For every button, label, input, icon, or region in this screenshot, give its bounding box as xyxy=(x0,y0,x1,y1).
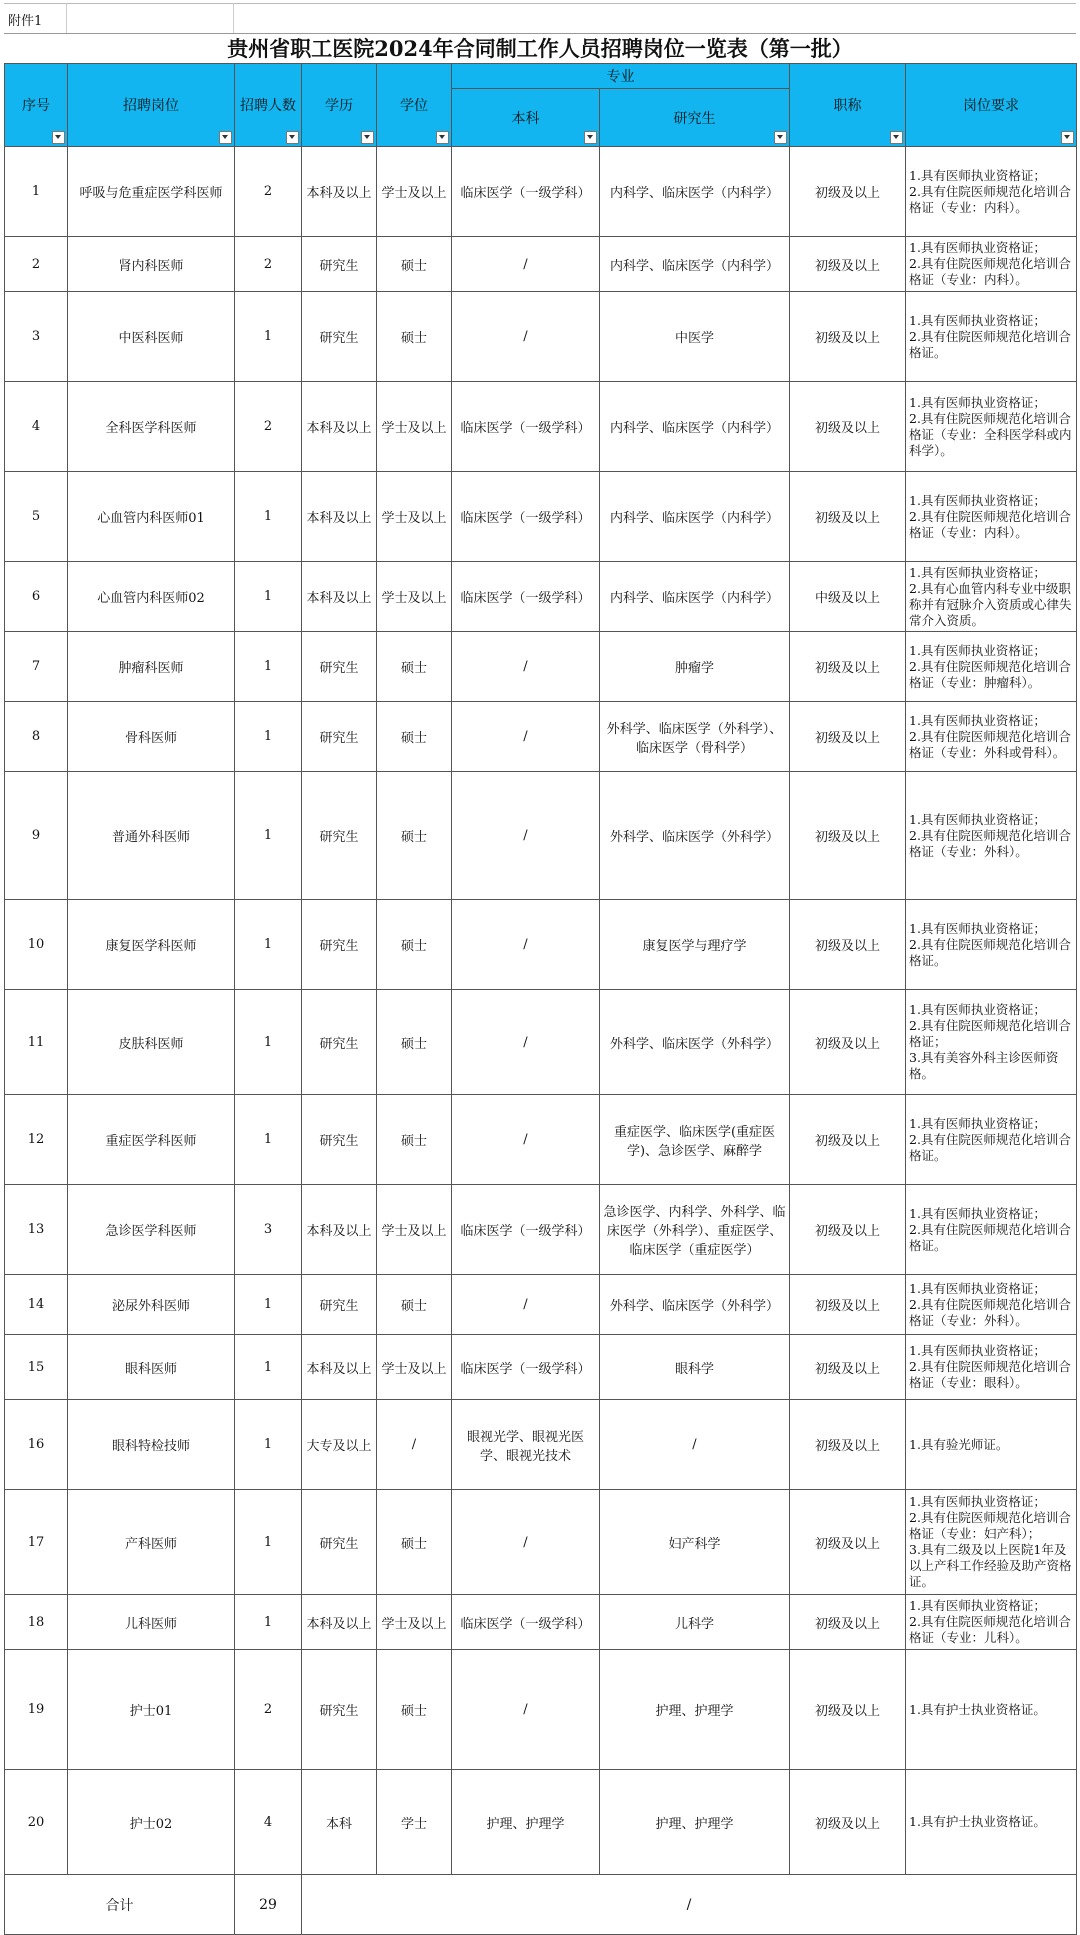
requirement-line: 1.具有医师执业资格证； xyxy=(909,1115,1046,1131)
requirement-line: 1.具有医师执业资格证； xyxy=(909,1280,1046,1296)
cell-seq[interactable]: 11 xyxy=(5,990,68,1095)
table-row xyxy=(5,1490,1077,1595)
requirement-line: 1.具有医师执业资格证； xyxy=(909,712,1046,728)
cell-count[interactable]: 2 xyxy=(235,147,302,237)
cell-undergrad[interactable]: 临床医学（一级学科） xyxy=(452,1335,600,1400)
grid-line xyxy=(66,3,67,33)
cell-seq[interactable]: 1 xyxy=(5,147,68,237)
requirement-line: 1.具有医师执业资格证； xyxy=(909,811,1046,827)
cell-requirements[interactable] xyxy=(906,1595,1077,1650)
cell-requirements[interactable] xyxy=(906,1185,1077,1275)
requirement-line: 1.具有医师执业资格证； xyxy=(909,920,1046,936)
cell-position[interactable]: 肾内科医师 xyxy=(68,237,235,292)
cell-seq[interactable]: 14 xyxy=(5,1275,68,1335)
cell-seq[interactable]: 9 xyxy=(5,772,68,900)
table-row xyxy=(5,1650,1077,1770)
header-count[interactable] xyxy=(235,64,302,147)
cell-title[interactable]: 初级及以上 xyxy=(790,900,906,990)
top-border xyxy=(4,3,1076,34)
cell-count[interactable]: 1 xyxy=(235,990,302,1095)
attachment-label: 附件1 xyxy=(8,14,43,29)
cell-requirements[interactable] xyxy=(906,1275,1077,1335)
cell-title[interactable]: 初级及以上 xyxy=(790,1335,906,1400)
header-education-label: 学历 xyxy=(325,98,353,114)
page-title: 贵州省职工医院2024年合同制工作人员招聘岗位一览表（第一批） xyxy=(4,33,1076,64)
cell-count[interactable]: 2 xyxy=(235,237,302,292)
cell-count[interactable]: 3 xyxy=(235,1185,302,1275)
cell-seq[interactable]: 15 xyxy=(5,1335,68,1400)
cell-degree[interactable]: 硕士 xyxy=(377,632,452,702)
cell-degree[interactable]: 硕士 xyxy=(377,1095,452,1185)
total-rest: / xyxy=(302,1875,1077,1935)
cell-position[interactable]: 儿科医师 xyxy=(68,1595,235,1650)
cell-education[interactable]: 研究生 xyxy=(302,990,377,1095)
cell-position[interactable]: 中医科医师 xyxy=(68,292,235,382)
requirement-line: 2.具有住院医师规范化培训合格证（专业：妇产科）； xyxy=(909,1510,1071,1541)
cell-requirements[interactable] xyxy=(906,1770,1077,1875)
requirement-line: 1.具有医师执业资格证； xyxy=(909,564,1046,580)
requirement-line: 1.具有医师执业资格证； xyxy=(909,1002,1046,1017)
cell-graduate[interactable]: 护理、护理学 xyxy=(600,1770,790,1875)
requirement-line: 1.具有医师执业资格证； xyxy=(909,1343,1046,1358)
table-row xyxy=(5,1595,1077,1650)
cell-title[interactable]: 初级及以上 xyxy=(790,382,906,472)
cell-requirements[interactable] xyxy=(906,900,1077,990)
cell-requirements[interactable] xyxy=(906,772,1077,900)
cell-graduate[interactable]: 儿科学 xyxy=(600,1595,790,1650)
cell-count[interactable]: 1 xyxy=(235,702,302,772)
cell-position[interactable]: 泌尿外科医师 xyxy=(68,1275,235,1335)
header-major: 专业 xyxy=(452,64,790,89)
table-row xyxy=(5,632,1077,702)
cell-undergrad[interactable]: / xyxy=(452,237,600,292)
header-graduate-label: 研究生 xyxy=(673,110,716,127)
cell-requirements[interactable] xyxy=(906,1400,1077,1490)
cell-graduate[interactable]: 妇产科学 xyxy=(600,1490,790,1595)
cell-count[interactable]: 1 xyxy=(235,632,302,702)
cell-education[interactable]: 研究生 xyxy=(302,1650,377,1770)
cell-requirements[interactable] xyxy=(906,237,1077,292)
filter-dropdown-icon[interactable] xyxy=(436,131,449,144)
cell-degree[interactable]: 硕士 xyxy=(377,900,452,990)
cell-position[interactable]: 骨科医师 xyxy=(68,702,235,772)
requirement-line: 1.具有医师执业资格证； xyxy=(909,312,1046,328)
cell-education[interactable]: 研究生 xyxy=(302,1095,377,1185)
cell-graduate[interactable]: 外科学、临床医学（外科学）、临床医学（骨科学） xyxy=(600,702,790,772)
cell-position[interactable]: 产科医师 xyxy=(68,1490,235,1595)
header-seq-label: 序号 xyxy=(22,98,50,114)
cell-degree[interactable]: 学士及以上 xyxy=(377,1595,452,1650)
cell-degree[interactable]: 学士 xyxy=(377,1770,452,1875)
cell-undergrad[interactable]: 护理、护理学 xyxy=(452,1770,600,1875)
table-row xyxy=(5,900,1077,990)
filter-dropdown-icon[interactable] xyxy=(890,131,903,144)
cell-education[interactable]: 研究生 xyxy=(302,900,377,990)
cell-undergrad[interactable]: 临床医学（一级学科） xyxy=(452,147,600,237)
requirement-line: 2.具有住院医师规范化培训合格证。 xyxy=(909,1131,1071,1163)
requirement-line: 2.具有住院医师规范化培训合格证（专业：内科）。 xyxy=(909,183,1071,215)
cell-degree[interactable]: 学士及以上 xyxy=(377,472,452,562)
cell-position[interactable]: 护士01 xyxy=(68,1650,235,1770)
cell-education[interactable]: 本科及以上 xyxy=(302,472,377,562)
header-undergrad[interactable] xyxy=(452,89,600,147)
cell-seq[interactable]: 13 xyxy=(5,1185,68,1275)
cell-requirements[interactable] xyxy=(906,382,1077,472)
cell-count[interactable]: 1 xyxy=(235,1335,302,1400)
filter-dropdown-icon[interactable] xyxy=(584,131,597,144)
cell-position[interactable]: 眼科特检技师 xyxy=(68,1400,235,1490)
requirement-line: 1.具有医师执业资格证； xyxy=(909,642,1046,658)
cell-seq[interactable]: 19 xyxy=(5,1650,68,1770)
cell-education[interactable]: 大专及以上 xyxy=(302,1400,377,1490)
cell-degree[interactable]: / xyxy=(377,1400,452,1490)
cell-title[interactable]: 初级及以上 xyxy=(790,1595,906,1650)
cell-title[interactable]: 中级及以上 xyxy=(790,562,906,632)
cell-graduate[interactable]: 护理、护理学 xyxy=(600,1650,790,1770)
cell-undergrad[interactable]: / xyxy=(452,990,600,1095)
cell-graduate[interactable]: / xyxy=(600,1400,790,1490)
cell-graduate[interactable]: 内科学、临床医学（内科学） xyxy=(600,147,790,237)
cell-graduate[interactable]: 眼科学 xyxy=(600,1335,790,1400)
requirement-line: 2.具有住院医师规范化培训合格证（专业：内科）。 xyxy=(909,508,1071,540)
header-seq[interactable] xyxy=(5,64,68,147)
filter-dropdown-icon[interactable] xyxy=(774,131,787,144)
cell-degree[interactable]: 硕士 xyxy=(377,1275,452,1335)
cell-education[interactable]: 研究生 xyxy=(302,1275,377,1335)
cell-undergrad[interactable]: / xyxy=(452,702,600,772)
cell-degree[interactable]: 学士及以上 xyxy=(377,1335,452,1400)
cell-seq[interactable]: 10 xyxy=(5,900,68,990)
cell-count[interactable]: 1 xyxy=(235,1275,302,1335)
cell-title[interactable]: 初级及以上 xyxy=(790,472,906,562)
table-row xyxy=(5,1185,1077,1275)
cell-education[interactable]: 本科及以上 xyxy=(302,1185,377,1275)
total-count: 29 xyxy=(235,1875,302,1935)
cell-education[interactable]: 本科 xyxy=(302,1770,377,1875)
cell-undergrad[interactable]: / xyxy=(452,900,600,990)
header-requirements-label: 岗位要求 xyxy=(963,98,1019,114)
table-row xyxy=(5,1770,1077,1875)
requirement-line: 2.具有住院医师规范化培训合格证。 xyxy=(909,1221,1071,1253)
cell-graduate[interactable]: 外科学、临床医学（外科学） xyxy=(600,1275,790,1335)
header-graduate[interactable] xyxy=(600,89,790,147)
cell-graduate[interactable]: 内科学、临床医学（内科学） xyxy=(600,237,790,292)
table-row xyxy=(5,147,1077,237)
cell-count[interactable]: 1 xyxy=(235,1490,302,1595)
cell-count[interactable]: 2 xyxy=(235,382,302,472)
requirement-line: 2.具有住院医师规范化培训合格证（专业：眼科）。 xyxy=(909,1359,1071,1390)
table-row xyxy=(5,1400,1077,1490)
cell-position[interactable]: 康复医学科医师 xyxy=(68,900,235,990)
header-requirements[interactable] xyxy=(906,64,1077,147)
header-degree-label: 学位 xyxy=(400,98,428,114)
requirement-line: 2.具有住院医师规范化培训合格证（专业：外科）。 xyxy=(909,827,1071,859)
cell-position[interactable]: 全科医学科医师 xyxy=(68,382,235,472)
cell-graduate[interactable]: 内科学、临床医学（内科学） xyxy=(600,562,790,632)
requirement-line: 1.具有医师执业资格证； xyxy=(909,240,1046,255)
header-education[interactable] xyxy=(302,64,377,147)
cell-seq[interactable]: 2 xyxy=(5,237,68,292)
cell-degree[interactable]: 硕士 xyxy=(377,702,452,772)
cell-graduate[interactable]: 急诊医学、内科学、外科学、临床医学（外科学）、重症医学、临床医学（重症医学） xyxy=(600,1185,790,1275)
requirement-line: 2.具有住院医师规范化培训合格证（专业：全科医学科或内科学）。 xyxy=(909,410,1072,458)
filter-dropdown-icon[interactable] xyxy=(361,131,374,144)
cell-education[interactable]: 本科及以上 xyxy=(302,147,377,237)
requirement-line: 2.具有住院医师规范化培训合格证（专业：外科）。 xyxy=(909,1296,1071,1328)
cell-requirements[interactable] xyxy=(906,632,1077,702)
header-degree[interactable] xyxy=(377,64,452,147)
header-position-label: 招聘岗位 xyxy=(123,98,179,114)
requirement-line: 1.具有医师执业资格证； xyxy=(909,1205,1046,1221)
cell-title[interactable]: 初级及以上 xyxy=(790,1095,906,1185)
cell-seq[interactable]: 6 xyxy=(5,562,68,632)
cell-requirements[interactable] xyxy=(906,147,1077,237)
requirement-line: 1.具有医师执业资格证； xyxy=(909,492,1046,508)
header-title[interactable] xyxy=(790,64,906,147)
cell-undergrad[interactable]: 临床医学（一级学科） xyxy=(452,1185,600,1275)
requirement-line: 1.具有护士执业资格证。 xyxy=(909,1701,1046,1717)
cell-seq[interactable]: 8 xyxy=(5,702,68,772)
cell-position[interactable]: 重症医学科医师 xyxy=(68,1095,235,1185)
cell-education[interactable]: 研究生 xyxy=(302,772,377,900)
cell-title[interactable]: 初级及以上 xyxy=(790,147,906,237)
table-row xyxy=(5,1275,1077,1335)
cell-position[interactable]: 护士02 xyxy=(68,1770,235,1875)
cell-requirements[interactable] xyxy=(906,292,1077,382)
cell-degree[interactable]: 学士及以上 xyxy=(377,147,452,237)
cell-seq[interactable]: 3 xyxy=(5,292,68,382)
requirement-line: 2.具有住院医师规范化培训合格证。 xyxy=(909,936,1071,968)
cell-requirements[interactable] xyxy=(906,562,1077,632)
table-row xyxy=(5,562,1077,632)
cell-education[interactable]: 本科及以上 xyxy=(302,1335,377,1400)
cell-title[interactable]: 初级及以上 xyxy=(790,237,906,292)
filter-dropdown-icon[interactable] xyxy=(1061,131,1074,144)
table-row xyxy=(5,472,1077,562)
cell-title[interactable]: 初级及以上 xyxy=(790,702,906,772)
cell-education[interactable]: 本科及以上 xyxy=(302,382,377,472)
cell-graduate[interactable]: 外科学、临床医学（外科学） xyxy=(600,990,790,1095)
cell-position[interactable]: 皮肤科医师 xyxy=(68,990,235,1095)
cell-count[interactable]: 1 xyxy=(235,900,302,990)
cell-seq[interactable]: 5 xyxy=(5,472,68,562)
cell-position[interactable]: 心血管内科医师02 xyxy=(68,562,235,632)
cell-title[interactable]: 初级及以上 xyxy=(790,632,906,702)
cell-count[interactable]: 1 xyxy=(235,562,302,632)
cell-education[interactable]: 研究生 xyxy=(302,1490,377,1595)
requirement-line: 2.具有住院医师规范化培训合格证（专业：外科或骨科）。 xyxy=(909,728,1071,760)
cell-seq[interactable]: 20 xyxy=(5,1770,68,1875)
header-count-label: 招聘人数 xyxy=(240,98,296,114)
cell-degree[interactable]: 硕士 xyxy=(377,1650,452,1770)
cell-position[interactable]: 急诊医学科医师 xyxy=(68,1185,235,1275)
cell-requirements[interactable] xyxy=(906,702,1077,772)
cell-requirements[interactable] xyxy=(906,1490,1077,1595)
requirement-line: 2.具有住院医师规范化培训合格证（专业：儿科）。 xyxy=(909,1614,1071,1645)
requirement-line: 2.具有住院医师规范化培训合格证（专业：肿瘤科）。 xyxy=(909,658,1071,690)
cell-graduate[interactable]: 重症医学、临床医学(重症医学)、急诊医学、麻醉学 xyxy=(600,1095,790,1185)
cell-degree[interactable]: 学士及以上 xyxy=(377,1185,452,1275)
requirement-line: 2.具有住院医师规范化培训合格证。 xyxy=(909,328,1071,360)
requirement-line: 2.具有心血管内科专业中级职称并有冠脉介入资质或心律失常介入资质。 xyxy=(909,580,1072,628)
cell-graduate[interactable]: 外科学、临床医学（外科学） xyxy=(600,772,790,900)
cell-graduate[interactable]: 康复医学与理疗学 xyxy=(600,900,790,990)
cell-degree[interactable]: 硕士 xyxy=(377,990,452,1095)
cell-seq[interactable]: 7 xyxy=(5,632,68,702)
requirement-line: 1.具有医师执业资格证； xyxy=(909,1598,1046,1613)
table-row xyxy=(5,1335,1077,1400)
cell-requirements[interactable] xyxy=(906,1650,1077,1770)
requirement-line: 1.具有验光师证。 xyxy=(909,1436,1009,1452)
cell-degree[interactable]: 学士及以上 xyxy=(377,562,452,632)
cell-title[interactable]: 初级及以上 xyxy=(790,1185,906,1275)
cell-degree[interactable]: 硕士 xyxy=(377,1490,452,1595)
cell-undergrad[interactable]: / xyxy=(452,1095,600,1185)
cell-undergrad[interactable]: / xyxy=(452,632,600,702)
header-undergrad-label: 本科 xyxy=(511,110,540,127)
cell-education[interactable]: 研究生 xyxy=(302,702,377,772)
total-label: 合计 xyxy=(5,1875,235,1935)
table-row xyxy=(5,1095,1077,1185)
cell-title[interactable]: 初级及以上 xyxy=(790,990,906,1095)
cell-undergrad[interactable]: 临床医学（一级学科） xyxy=(452,562,600,632)
table-row xyxy=(5,772,1077,900)
cell-count[interactable]: 1 xyxy=(235,1400,302,1490)
cell-position[interactable]: 普通外科医师 xyxy=(68,772,235,900)
cell-education[interactable]: 研究生 xyxy=(302,632,377,702)
cell-undergrad[interactable]: 眼视光学、眼视光医学、眼视光技术 xyxy=(452,1400,600,1490)
cell-requirements[interactable] xyxy=(906,1335,1077,1400)
grid-line xyxy=(233,3,234,33)
cell-count[interactable]: 1 xyxy=(235,772,302,900)
filter-dropdown-icon[interactable] xyxy=(286,131,299,144)
cell-seq[interactable]: 17 xyxy=(5,1490,68,1595)
cell-education[interactable]: 本科及以上 xyxy=(302,562,377,632)
cell-seq[interactable]: 4 xyxy=(5,382,68,472)
cell-count[interactable]: 4 xyxy=(235,1770,302,1875)
table-row xyxy=(5,237,1077,292)
cell-degree[interactable]: 硕士 xyxy=(377,772,452,900)
cell-undergrad[interactable]: / xyxy=(452,1490,600,1595)
cell-title[interactable]: 初级及以上 xyxy=(790,292,906,382)
cell-title[interactable]: 初级及以上 xyxy=(790,1400,906,1490)
requirement-line: 3.具有二级及以上医院1年及以上产科工作经验及助产资格证。 xyxy=(909,1542,1072,1589)
cell-education[interactable]: 研究生 xyxy=(302,237,377,292)
table-row xyxy=(5,702,1077,772)
cell-degree[interactable]: 学士及以上 xyxy=(377,382,452,472)
cell-seq[interactable]: 12 xyxy=(5,1095,68,1185)
cell-graduate[interactable]: 内科学、临床医学（内科学） xyxy=(600,472,790,562)
cell-requirements[interactable] xyxy=(906,1095,1077,1185)
requirement-line: 2.具有住院医师规范化培训合格证（专业：内科）。 xyxy=(909,256,1071,287)
requirement-line: 1.具有医师执业资格证； xyxy=(909,167,1046,183)
cell-degree[interactable]: 硕士 xyxy=(377,292,452,382)
cell-count[interactable]: 1 xyxy=(235,1595,302,1650)
cell-undergrad[interactable]: / xyxy=(452,1275,600,1335)
cell-undergrad[interactable]: / xyxy=(452,1650,600,1770)
filter-dropdown-icon[interactable] xyxy=(52,131,65,144)
cell-graduate[interactable]: 内科学、临床医学（内科学） xyxy=(600,382,790,472)
table-row xyxy=(5,990,1077,1095)
cell-title[interactable]: 初级及以上 xyxy=(790,1770,906,1875)
cell-undergrad[interactable]: 临床医学（一级学科） xyxy=(452,382,600,472)
cell-count[interactable]: 1 xyxy=(235,292,302,382)
filter-dropdown-icon[interactable] xyxy=(219,131,232,144)
job-table xyxy=(4,63,1077,1935)
cell-undergrad[interactable]: / xyxy=(452,292,600,382)
total-row xyxy=(5,1875,1077,1935)
table-row xyxy=(5,292,1077,382)
requirement-line: 2.具有住院医师规范化培训合格证； xyxy=(909,1018,1071,1049)
cell-education[interactable]: 研究生 xyxy=(302,292,377,382)
cell-count[interactable]: 2 xyxy=(235,1650,302,1770)
table-row xyxy=(5,382,1077,472)
cell-position[interactable]: 呼吸与危重症医学科医师 xyxy=(68,147,235,237)
requirement-line: 3.具有美容外科主诊医师资格。 xyxy=(909,1050,1059,1081)
requirement-line: 1.具有医师执业资格证； xyxy=(909,1494,1046,1509)
table-body xyxy=(5,147,1077,1935)
requirement-line: 1.具有护士执业资格证。 xyxy=(909,1814,1046,1829)
cell-position[interactable]: 眼科医师 xyxy=(68,1335,235,1400)
cell-seq[interactable]: 18 xyxy=(5,1595,68,1650)
cell-requirements[interactable] xyxy=(906,472,1077,562)
cell-seq[interactable]: 16 xyxy=(5,1400,68,1490)
cell-position[interactable]: 心血管内科医师01 xyxy=(68,472,235,562)
cell-education[interactable]: 本科及以上 xyxy=(302,1595,377,1650)
cell-count[interactable]: 1 xyxy=(235,1095,302,1185)
cell-title[interactable]: 初级及以上 xyxy=(790,772,906,900)
requirement-line: 1.具有医师执业资格证； xyxy=(909,394,1046,410)
header-position[interactable] xyxy=(68,64,235,147)
cell-degree[interactable]: 硕士 xyxy=(377,237,452,292)
cell-title[interactable]: 初级及以上 xyxy=(790,1275,906,1335)
cell-position[interactable]: 肿瘤科医师 xyxy=(68,632,235,702)
cell-title[interactable]: 初级及以上 xyxy=(790,1490,906,1595)
cell-count[interactable]: 1 xyxy=(235,472,302,562)
header-title-label: 职称 xyxy=(833,98,862,114)
cell-undergrad[interactable]: 临床医学（一级学科） xyxy=(452,472,600,562)
cell-requirements[interactable] xyxy=(906,990,1077,1095)
cell-graduate[interactable]: 中医学 xyxy=(600,292,790,382)
cell-graduate[interactable]: 肿瘤学 xyxy=(600,632,790,702)
cell-undergrad[interactable]: / xyxy=(452,772,600,900)
cell-undergrad[interactable]: 临床医学（一级学科） xyxy=(452,1595,600,1650)
cell-title[interactable]: 初级及以上 xyxy=(790,1650,906,1770)
